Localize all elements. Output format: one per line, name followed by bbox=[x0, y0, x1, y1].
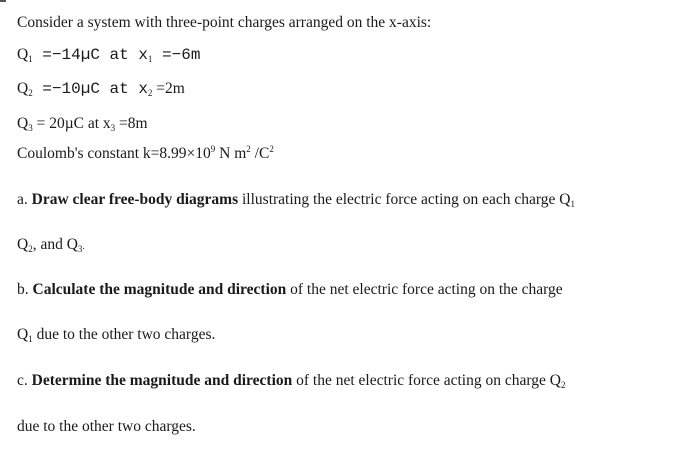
coulomb-constant-line bbox=[17, 145, 274, 163]
intro-text bbox=[17, 14, 431, 32]
part-a-q1-subscript: 1 bbox=[570, 199, 576, 209]
charge-q2-line bbox=[17, 80, 185, 98]
intro-sentence: Consider a system with three-point charges arranged on the x-axis: bbox=[17, 14, 432, 31]
x1-value: =−6m bbox=[152, 46, 201, 64]
q3-subscript: 3 bbox=[28, 123, 33, 133]
top-edge-mark bbox=[0, 0, 6, 2]
part-b-label: b. bbox=[17, 281, 33, 298]
part-a-line1 bbox=[17, 191, 575, 209]
part-b-q1-subscript: 1 bbox=[28, 334, 33, 344]
coulomb-prefix: Coulomb's constant k=8.99×10 bbox=[17, 145, 211, 162]
part-b-line2 bbox=[17, 326, 215, 344]
part-a-q3-subscript: 3 bbox=[77, 244, 83, 254]
q3-value: = 20µC at x bbox=[32, 115, 111, 132]
part-c-line2 bbox=[17, 418, 196, 436]
coulomb-unit-c: /C bbox=[250, 145, 270, 162]
part-c-q2-subscript: 2 bbox=[560, 380, 566, 390]
part-c-bold: Determine the magnitude and direction bbox=[31, 372, 293, 389]
q2-symbol: Q bbox=[17, 80, 29, 97]
part-a-q2-subscript: 2 bbox=[28, 244, 33, 254]
part-c-label: c. bbox=[17, 372, 32, 389]
part-b-text: of the net electric force acting on the charge bbox=[286, 281, 563, 298]
part-c-line1 bbox=[17, 372, 565, 390]
part-a-period: . bbox=[82, 241, 85, 251]
part-a-line2 bbox=[17, 236, 85, 254]
x3-value: =8m bbox=[115, 115, 148, 132]
x1-subscript: 1 bbox=[147, 54, 153, 64]
part-a-text: illustrating the electric force acting on each charge Q bbox=[238, 191, 571, 208]
part-a-label: a. bbox=[17, 191, 32, 208]
x2-subscript: 2 bbox=[147, 88, 153, 98]
q2-value: =−10µC at x bbox=[32, 80, 148, 98]
q1-value: =−14µC at x bbox=[32, 46, 148, 64]
meter-exponent: 2 bbox=[246, 144, 251, 154]
part-a-bold: Draw clear free-body diagrams bbox=[31, 191, 239, 208]
coulomb-exponent: 9 bbox=[210, 144, 216, 154]
part-b-line1 bbox=[17, 281, 563, 299]
part-a-q2-symbol: Q bbox=[17, 236, 29, 253]
coulomb-c-exponent: 2 bbox=[269, 144, 274, 154]
x2-value: =2m bbox=[152, 80, 185, 97]
part-b-bold: Calculate the magnitude and direction bbox=[32, 281, 287, 298]
charge-q3-line bbox=[17, 115, 148, 133]
q1-subscript: 1 bbox=[28, 54, 33, 64]
part-c-text: of the net electric force acting on charge Q bbox=[292, 372, 561, 389]
x3-subscript: 3 bbox=[110, 123, 116, 133]
part-b-q1-symbol: Q bbox=[17, 326, 29, 343]
charge-q1-line bbox=[17, 46, 200, 64]
coulomb-unit-nm: N m bbox=[215, 145, 247, 162]
part-a-and: , and Q bbox=[32, 236, 78, 253]
part-c-text2: due to the other two charges. bbox=[17, 418, 196, 435]
q2-subscript: 2 bbox=[28, 88, 33, 98]
q1-symbol: Q bbox=[17, 46, 29, 63]
q3-symbol: Q bbox=[17, 115, 29, 132]
part-b-text2: due to the other two charges. bbox=[32, 326, 216, 343]
